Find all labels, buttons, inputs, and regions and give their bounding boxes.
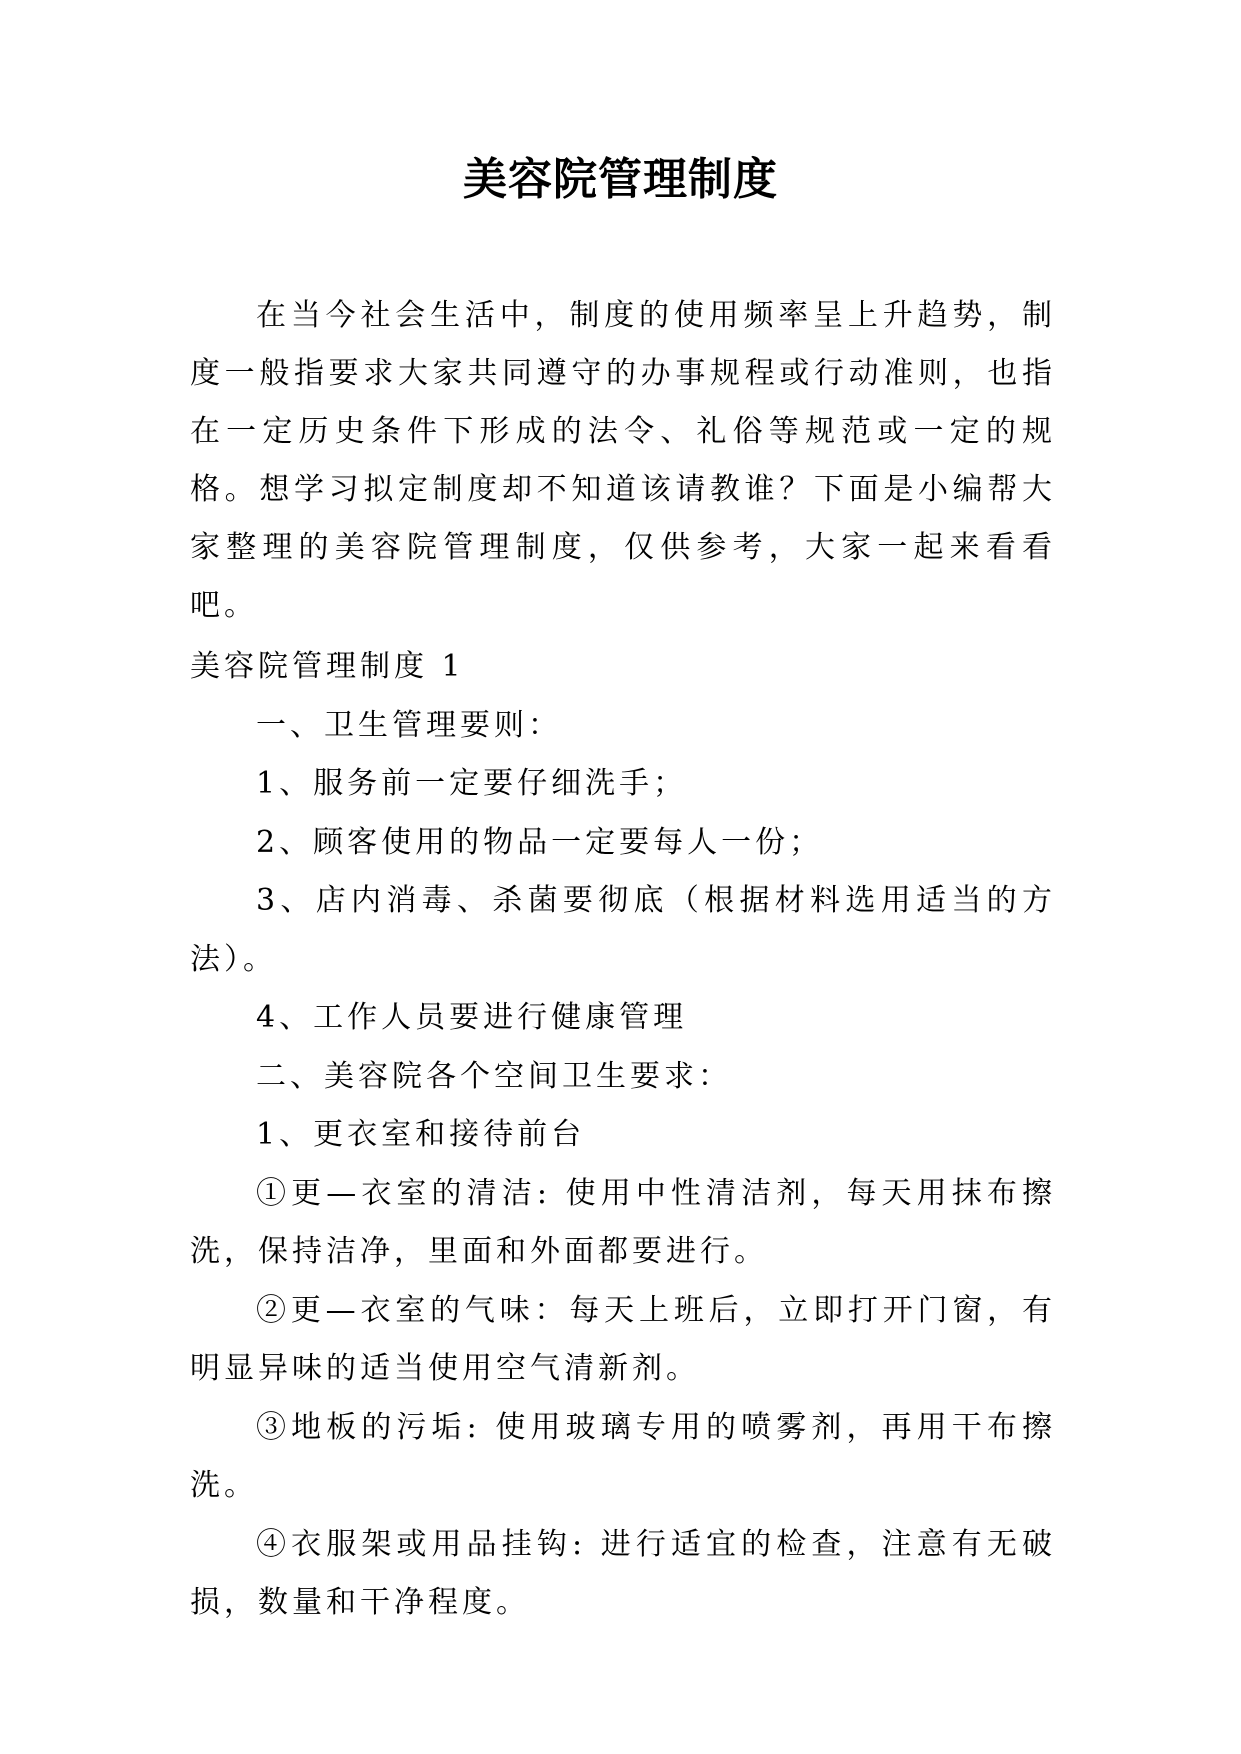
intro-paragraph: 在当今社会生活中，制度的使用频率呈上升趋势，制度一般指要求大家共同遵守的办事规程或行动准则，也指在一定历史条件下形成的法令、礼俗等规范或一定的规格。想学习拟定制度却不知道该请教谁？下面是小编帮大家整理的美容院管理制度，仅供参考，大家一起来看看吧。 <box>190 298 1056 623</box>
paragraph-space-requirements: 二、美容院各个空间卫生要求： <box>256 1058 732 1094</box>
paragraph-floor-dirt: ③地板的污垢: 使用玻璃专用的喷雾剂，再用干布擦洗。 <box>190 1409 1056 1503</box>
section-heading: 美容院管理制度 1 <box>190 649 465 684</box>
paragraph-locker-cleaning: ①更—衣室的清洁: 使用中性清洁剂，每天用抹布擦洗，保持洁净，里面和外面都要进行。 <box>190 1175 1056 1269</box>
paragraph-locker-reception: 1、更衣室和接待前台 <box>256 1117 586 1152</box>
paragraph-health-management: 4、工作人员要进行健康管理 <box>256 1000 688 1035</box>
paragraph-hygiene-rules: 一、卫生管理要则： <box>256 707 562 743</box>
document-title: 美容院管理制度 <box>463 154 778 205</box>
paragraph-locker-odor: ②更—衣室的气味：每天上班后，立即打开门窗，有明显异味的适当使用空气清新剂。 <box>190 1292 1056 1386</box>
paragraph-hangers-hooks: ④衣服架或用品挂钩: 进行适宜的检查，注意有无破损，数量和干净程度。 <box>190 1526 1056 1620</box>
paragraph-disinfection: 3、店内消毒、杀菌要彻底（根据材料选用适当的方法）。 <box>190 883 1056 977</box>
paragraph-personal-items: 2、顾客使用的物品一定要每人一份； <box>256 824 824 860</box>
section-body <box>190 638 1056 1633</box>
paragraph-wash-hands: 1、服务前一定要仔细洗手； <box>256 766 688 801</box>
